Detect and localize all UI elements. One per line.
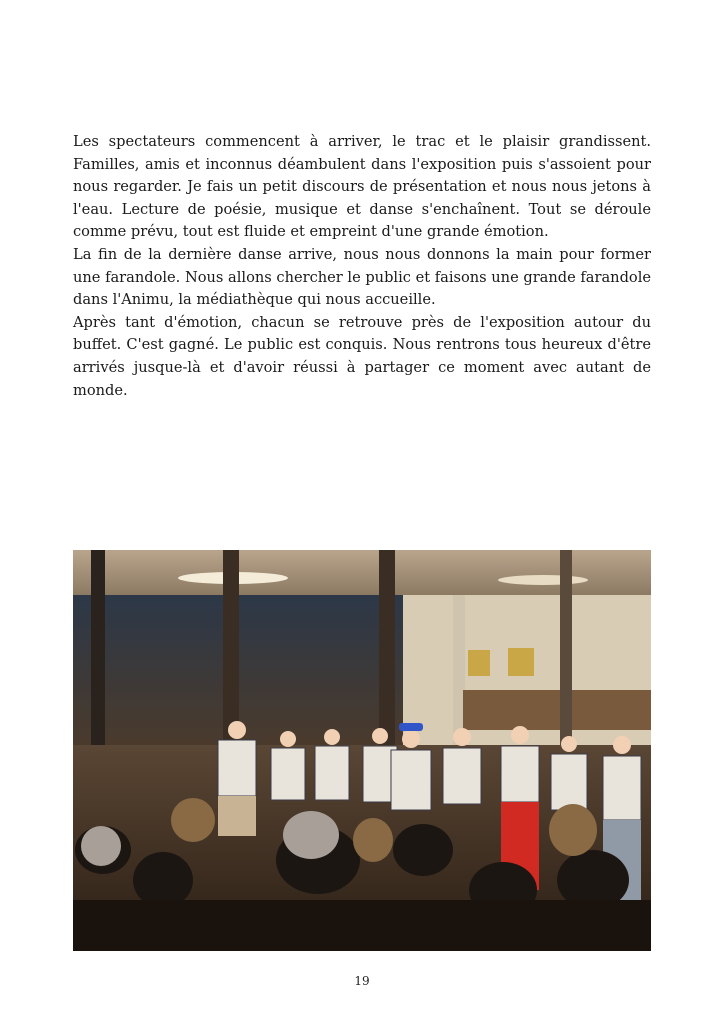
- paragraph-3: Après tant d'émotion, chacun se retrouve près de l'exposition autour du buffet. C'est gagné. Le public est conquis. Nous rentrons tous heureux d'être arrivés jusque-là et d'avoir réussi à partager ce moment avec autant de monde.: [73, 313, 651, 399]
- photo-illustration: [73, 550, 651, 951]
- paragraph-1: Les spectateurs commencent à arriver, le trac et le plaisir grandissent. Familles, amis et inconnus déambulent dans l'exposition puis s'assoient pour nous regarder. Je fais un petit discours de présentation et nous nous jetons à l'eau. Lecture de poésie, musique et danse s'enchaînent. Tout se déroule comme prévu, tout est fluide et empreint d'une grande émotion.: [73, 133, 651, 241]
- paragraph-2: La fin de la dernière danse arrive, nous nous donnons la main pour former une farandole. Nous allons chercher le public et faisons une grande farandole dans l'Animu, la médiathèque qui nous accueille.: [73, 245, 652, 309]
- page-number: 19: [354, 974, 370, 988]
- photo: [73, 550, 651, 951]
- body-text: [73, 131, 651, 402]
